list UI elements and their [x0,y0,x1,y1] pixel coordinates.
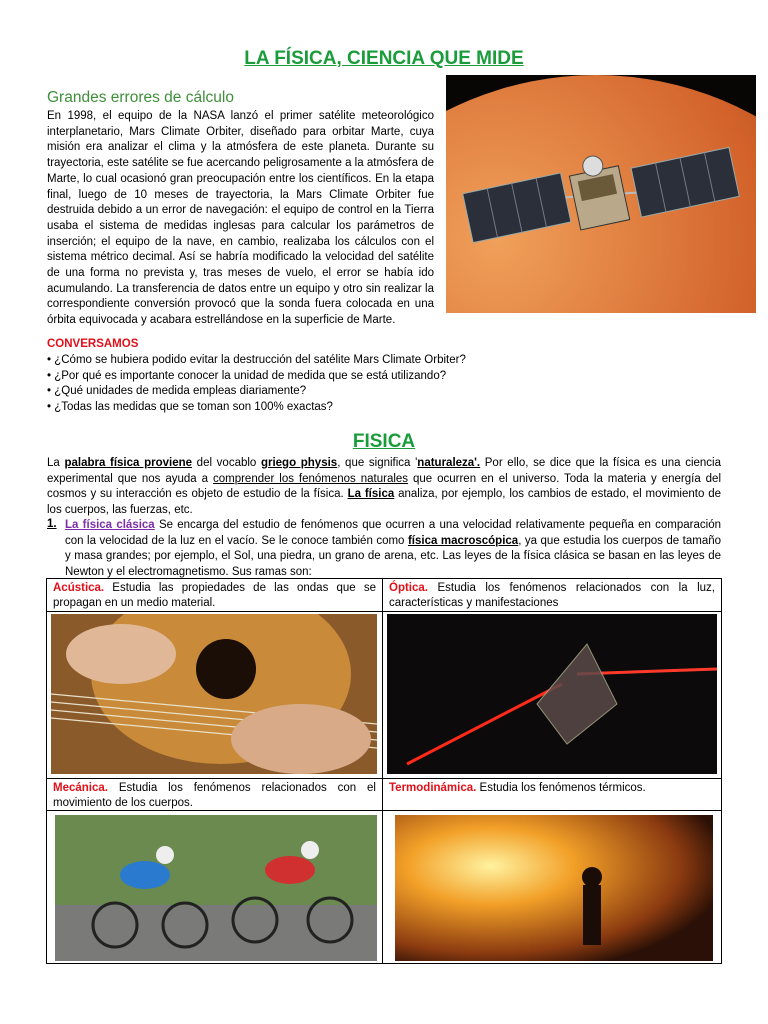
classic-physics-paragraph [65,518,721,581]
text-fragment: comprender los fenómenos naturales [212,472,409,485]
text-fragment: griego physis [260,457,338,469]
cyclists-image [55,815,377,961]
optica-cell [383,579,721,611]
list-item: • ¿Cómo se hubiera podido evitar la destrucción del satélite Mars Climate Orbiter? [47,354,466,366]
text-fragment: que ocurren en el universo. Toda la materia y energía del cosmos y su interacción es objeto de estudio de la física. [47,472,722,501]
prism-image [387,614,717,774]
intro-paragraph: En 1998, el equipo de la NASA lanzó el primer satélite meteorológico interplanetario, Mars Climate Orbiter, diseñado para orbitar Marte, cuya misión era analizar el clima y la atmósfera de este planeta. Durante su trayectoria, este satélite se fue acercando peligrosamente a la atmósfera de Marte, lo cual ocasionó gran preocupación entre los científicos. En la etapa final, luego de 10 meses de trayectoria, la Mars Climate Orbiter fue destruida debido a un error de navegación: el equipo de control en la Tierra usaba el sistema de medidas inglesas para calcular los parámetros de inserción; el equipo de la nave, en cambio, realizaba los cálculos con el sistema métrico decimal. Así se habría modificado la velocidad del satélite de una forma no prevista y, tras meses de vuelo, el error se había ido acumulando. La transferencia de datos entre un equipo y otro sin realizar la correspondiente conversión provocó que la sonda fuera colocada en una órbita equivocada y acabara estrellándose en la superficie de Marte. [47,110,434,327]
questions-list [47,353,466,416]
text-fragment: La física [347,488,395,501]
text-fragment: La [47,457,65,469]
list-item: • ¿Todas las medidas que se toman son 100% exactas? [47,401,333,414]
list-item: • ¿Por qué es importante conocer la unidad de medida que se está utilizando? [47,369,447,382]
list-number: 1. [47,518,57,530]
mars-orbiter-image [446,75,756,313]
acustica-cell [47,579,382,611]
branch-name: Termodinámica. [389,782,477,794]
text-fragment: analiza, por ejemplo, los cambios de estado, el movimiento de los cuerpos, las fuerzas, etc. [47,488,721,517]
classic-physics-term: La física clásica [65,519,155,531]
conversamos-heading: CONVERSAMOS [47,338,139,350]
text-fragment: del vocablo [192,457,261,469]
branch-name: Acústica. [53,582,105,594]
fisica-heading: FISICA [352,431,416,452]
text-fragment: Se encarga del estudio de fenómenos que ocurren a una velocidad relativamente pequeña en comparación con la velocidad de la luz en el vacío. Se le conoce también como [65,519,721,547]
divider [382,579,383,963]
text-fragment: , ya que estudia los cuerpos de tamaño y masa grandes; por ejemplo, el Sol, una piedra, un grano de arena, etc. Las leyes de la física clásica se basan en las leyes de Newton y el electromagnetismo. Sus ramas son: [65,534,722,579]
branch-name: Óptica. [389,582,428,594]
text-fragment: , que significa ' [337,457,418,469]
branch-desc: Estudia los fenómenos térmicos. [476,782,646,794]
list-item: • ¿Qué unidades de medida empleas diariamente? [47,385,307,398]
divider [47,611,721,612]
foundry-image [395,815,713,961]
guitar-image [51,614,377,774]
branch-desc: Estudia los fenómenos relacionados con el movimiento de los cuerpos. [53,782,376,809]
branch-desc: Estudia las propiedades de las ondas que se propagan en un medio material. [53,582,376,609]
text-fragment: física macroscópica [407,534,519,547]
text-fragment: Por ello, se dice que la física es una ciencia experimental que nos ayuda a [47,457,721,485]
branches-table [46,578,722,964]
mecanica-cell [47,779,382,810]
termodinamica-cell [383,779,721,810]
branch-desc: Estudia los fenómenos relacionados con la luz, características y manifestaciones [389,582,715,609]
section-subtitle: Grandes errores de cálculo [47,89,234,106]
page-title: LA FÍSICA, CIENCIA QUE MIDE [244,48,524,69]
definition-paragraph [47,456,721,519]
text-fragment: naturaleza'. [417,457,481,469]
branch-name: Mecánica. [53,782,108,794]
text-fragment: palabra física proviene [64,457,193,469]
